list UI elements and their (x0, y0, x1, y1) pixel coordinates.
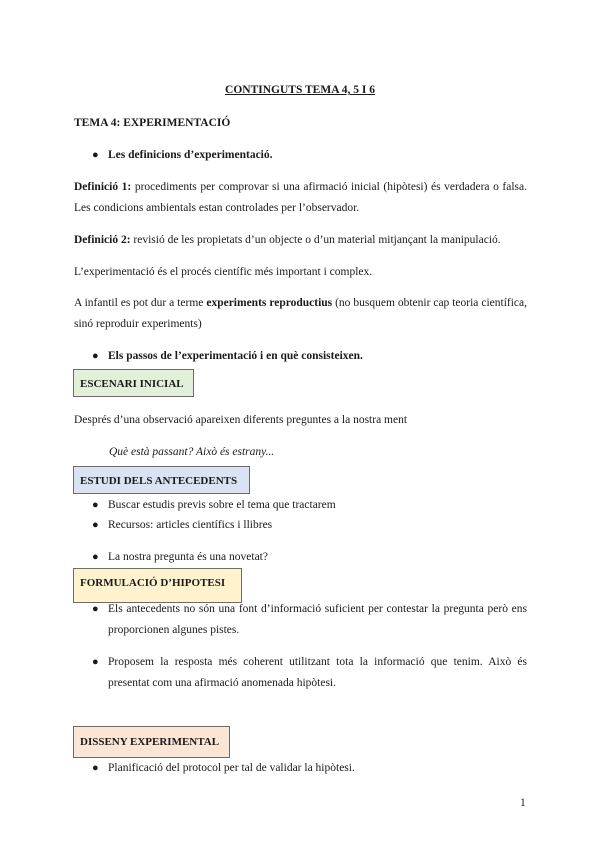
definition-2-text: revisió de les propietats d’un objecte o d’un material mitjançant la manipulació. (133, 234, 501, 246)
italic-example: Què està passant? Això és estrany... (109, 446, 275, 458)
step-box-disseny-experimental: DISSENY EXPERIMENTAL (73, 726, 230, 758)
definition-1-label: Definició 1: (74, 181, 132, 193)
paragraph-infantil-end: (no busquem obtenir cap teoria científica, sinó reproduir experiments) (74, 297, 527, 330)
bullet-icon: ● (92, 149, 99, 161)
bullet-icon: ● (92, 499, 99, 511)
bullet-icon: ● (92, 656, 99, 668)
list-item (92, 515, 527, 536)
bullet-text: Els antecedents no són una font d’informació suficient per contestar la pregunta però ens proporcionen algunes pistes. (108, 603, 527, 636)
bullet-text: Recursos: articles científics i llibres (108, 519, 273, 531)
bullet-text: Proposem la resposta més coherent utilitzant tota la informació que tenim. Això és presentat com una afirmació anomenada hipòtesi. (108, 656, 527, 689)
step-box-formulacio-hipotesi: FORMULACIÓ D’HIPOTESI (73, 568, 242, 603)
bullet-text: Planificació del protocol per tal de validar la hipòtesi. (108, 762, 355, 774)
paragraph-infantil (74, 293, 527, 335)
list-item (92, 599, 527, 641)
bullet-icon: ● (92, 762, 99, 774)
bullet-text: La nostra pregunta és una novetat? (108, 551, 268, 563)
page-title: CONTINGUTS TEMA 4, 5 I 6 (225, 84, 375, 96)
step-box-estudi-antecedents: ESTUDI DELS ANTECEDENTS (73, 466, 250, 494)
definition-2-label: Definició 2: (74, 234, 131, 246)
bullet-icon: ● (92, 551, 99, 563)
bullet-icon: ● (92, 603, 99, 615)
paragraph-escenari: Després d’una observació apareixen diferents preguntes a la nostra ment (74, 414, 408, 426)
bullet-text: Les definicions d’experimentació. (108, 149, 273, 161)
list-item (92, 145, 527, 166)
bullet-icon: ● (92, 519, 99, 531)
bullet-text: Buscar estudis previs sobre el tema que tractarem (108, 499, 336, 511)
list-item (92, 652, 527, 694)
definition-1 (74, 177, 527, 219)
bullet-text: Els passos de l’experimentació i en què consisteixen. (108, 350, 363, 362)
list-item (92, 758, 527, 779)
definition-1-text: procediments per comprovar si una afirmació inicial (hipòtesi) és verdadera o falsa. Les condicions ambientals estan controlades per l’observador. (74, 181, 527, 214)
paragraph-infantil-bold: experiments reproductius (206, 297, 333, 309)
step-box-escenari-inicial: ESCENARI INICIAL (73, 369, 194, 397)
definition-2 (74, 230, 527, 251)
paragraph-experimentacio: L’experimentació és el procés científic més important i complex. (74, 266, 373, 278)
list-item (92, 346, 527, 367)
list-item (92, 547, 527, 568)
bullet-icon: ● (92, 350, 99, 362)
page-number: 1 (520, 797, 526, 809)
list-item (92, 495, 527, 516)
section-heading-tema4: TEMA 4: EXPERIMENTACIÓ (74, 117, 231, 129)
paragraph-infantil-start: A infantil es pot dur a terme (74, 297, 204, 309)
